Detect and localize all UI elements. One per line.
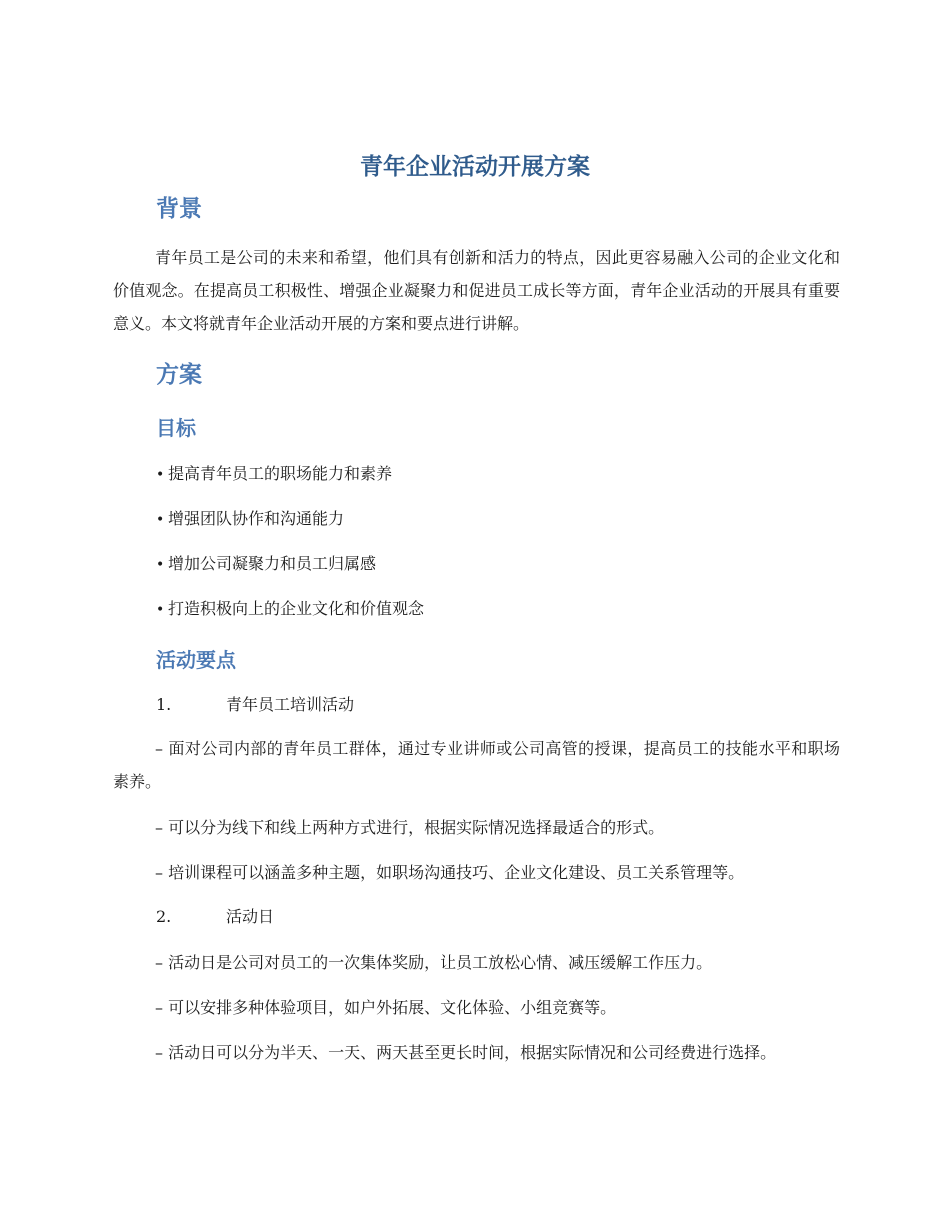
item-title: 活动日	[226, 907, 275, 926]
bullet-icon: •	[156, 512, 165, 528]
item-detail: – 可以安排多种体验项目，如户外拓展、文化体验、小组竞赛等。	[155, 998, 617, 1017]
section-heading-plan: 方案	[156, 362, 202, 388]
item-number: 2.	[156, 907, 172, 926]
bullet-icon: •	[156, 467, 165, 483]
goal-list-item	[156, 463, 392, 486]
item-detail: – 培训课程可以涵盖多种主题，如职场沟通技巧、企业文化建设、员工关系管理等。	[155, 863, 745, 882]
subheading-goals: 目标	[156, 416, 196, 440]
goal-list-item	[156, 508, 344, 531]
bullet-icon: •	[156, 602, 165, 618]
subheading-key-points: 活动要点	[156, 648, 236, 672]
section-heading-background: 背景	[156, 196, 202, 222]
document-title: 青年企业活动开展方案	[360, 154, 590, 180]
item-detail: – 活动日是公司对员工的一次集体奖励，让员工放松心情、减压缓解工作压力。	[155, 953, 713, 972]
goal-text: 提高青年员工的职场能力和素养	[168, 464, 393, 483]
numbered-item	[156, 694, 354, 716]
item-detail: – 面对公司内部的青年员工群体，通过专业讲师或公司高管的授课，提高员工的技能水平和职场素养。	[113, 739, 840, 791]
item-title: 青年员工培训活动	[226, 695, 355, 714]
numbered-item	[156, 906, 274, 928]
background-paragraph: 青年员工是公司的未来和希望，他们具有创新和活力的特点，因此更容易融入公司的企业文化和价值观念。在提高员工积极性、增强企业凝聚力和促进员工成长等方面，青年企业活动的开展具有重要意义。本文将就青年企业活动开展的方案和要点进行讲解。	[113, 248, 840, 333]
goal-list-item	[156, 553, 376, 576]
item-detail: – 活动日可以分为半天、一天、两天甚至更长时间，根据实际情况和公司经费进行选择。	[155, 1043, 777, 1062]
goal-text: 增加公司凝聚力和员工归属感	[168, 554, 377, 573]
goal-text: 增强团队协作和沟通能力	[168, 509, 345, 528]
bullet-icon: •	[156, 557, 165, 573]
goal-text: 打造积极向上的企业文化和价值观念	[168, 599, 425, 618]
item-number: 1.	[156, 695, 172, 714]
goal-list-item	[156, 598, 424, 621]
item-detail: – 可以分为线下和线上两种方式进行，根据实际情况选择最适合的形式。	[155, 818, 665, 837]
